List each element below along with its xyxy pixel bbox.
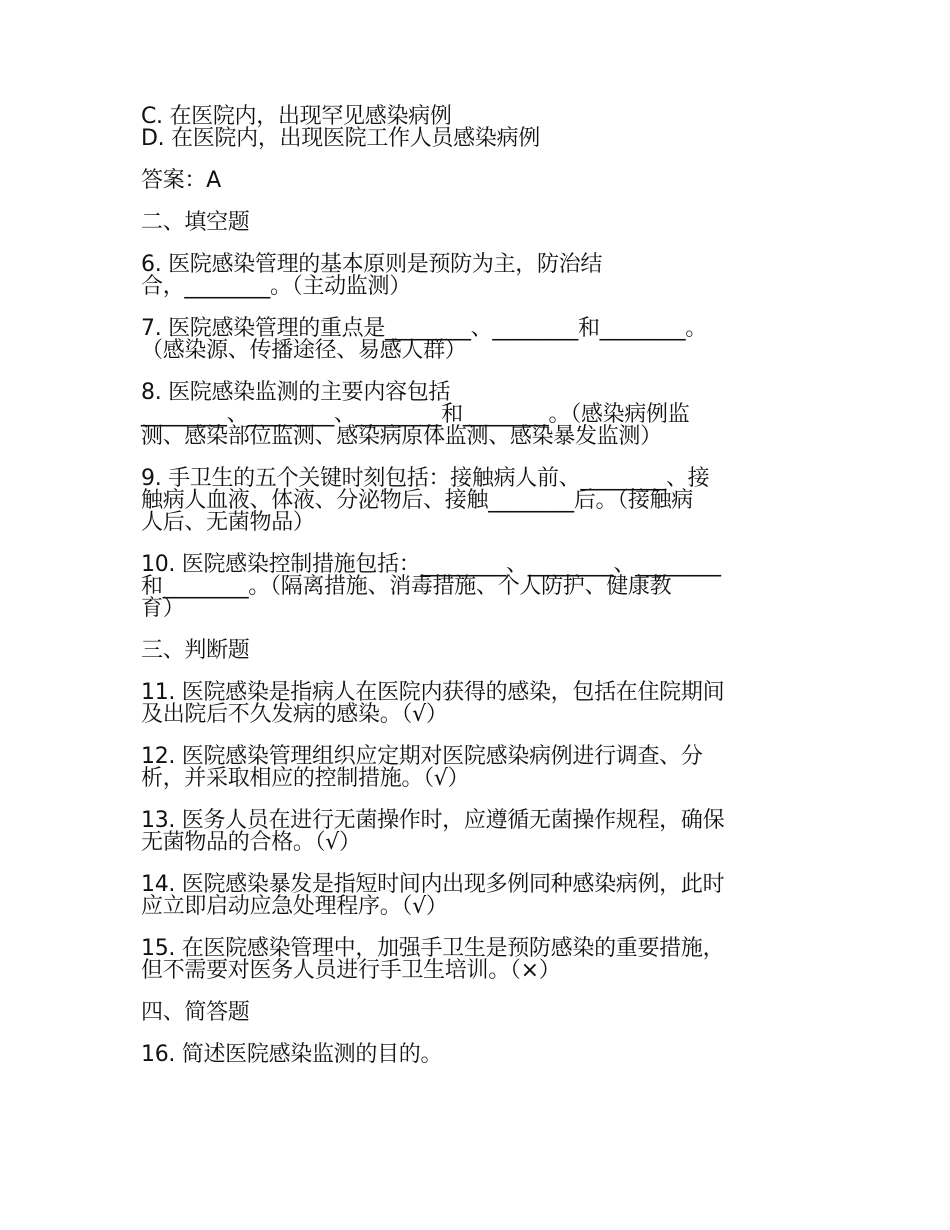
question-text: 15. 在医院感染管理中，加强手卫生是预防感染的重要措施， [141,936,725,961]
question-text: 12. 医院感染管理组织应定期对医院感染病例进行调查、分 [141,744,703,769]
question-7 [141,318,809,362]
question-text: 应立即启动应急处理程序。（√） [141,894,448,919]
question-14 [141,874,809,918]
section-title: 二、填空题 [141,210,250,235]
question-10 [141,554,809,620]
question-text: 及出院后不久发病的感染。（√） [141,702,448,727]
question-text: 析，并采取相应的控制措施。（√） [141,766,470,791]
question-text: 16. 简述医院感染监测的目的。 [141,1042,443,1067]
section-heading-short-answer [141,1002,809,1024]
answer-text: 答案：A [141,168,221,193]
question-text: ________、________、________和________。（感染病例监 [141,402,690,427]
question-text: 测、感染部位监测、感染病原体监测、感染暴发监测） [141,424,662,449]
section-title: 四、简答题 [141,1000,250,1025]
option-c: C. 在医院内，出现罕见感染病例 [141,104,452,129]
question-text: 13. 医务人员在进行无菌操作时，应遵循无菌操作规程，确保 [141,808,725,833]
question-11 [141,682,809,726]
question-text: 10. 医院感染控制措施包括：________、________、________ [141,552,721,577]
question-text: 合，________。（主动监测） [141,274,411,299]
question-8 [141,382,809,448]
question-5-answer [141,170,809,192]
question-15 [141,938,809,982]
question-text: 6. 医院感染管理的基本原则是预防为主，防治结 [141,252,603,277]
question-text: （感染源、传播途径、易感人群） [141,338,467,363]
question-text: 和________。（隔离措施、消毒措施、个人防护、健康教 [141,574,672,599]
question-text: 11. 医院感染是指病人在医院内获得的感染，包括在住院期间 [141,680,725,705]
question-text: 8. 医院感染监测的主要内容包括 [141,380,451,405]
question-text: 育） [141,596,185,621]
question-16 [141,1044,809,1066]
document-page [141,106,809,1086]
question-text: 无菌物品的合格。（√） [141,830,361,855]
section-heading-fill-in [141,212,809,234]
question-text: 触病人血液、体液、分泌物后、接触________后。（接触病 [141,488,694,513]
question-text: 7. 医院感染管理的重点是________、________和________。 [141,316,707,341]
question-text: 人后、无菌物品） [141,510,315,535]
question-text: 但不需要对医务人员进行手卫生培训。（×） [141,958,561,983]
question-text: 9. 手卫生的五个关键时刻包括：接触病人前、________、接 [141,466,710,491]
question-text: 14. 医院感染暴发是指短时间内出现多例同种感染病例，此时 [141,872,725,897]
option-d: D. 在医院内，出现医院工作人员感染病例 [141,126,540,151]
section-heading-true-false [141,640,809,662]
question-5-options [141,106,809,150]
question-13 [141,810,809,854]
question-6 [141,254,809,298]
question-12 [141,746,809,790]
question-9 [141,468,809,534]
section-title: 三、判断题 [141,638,250,663]
